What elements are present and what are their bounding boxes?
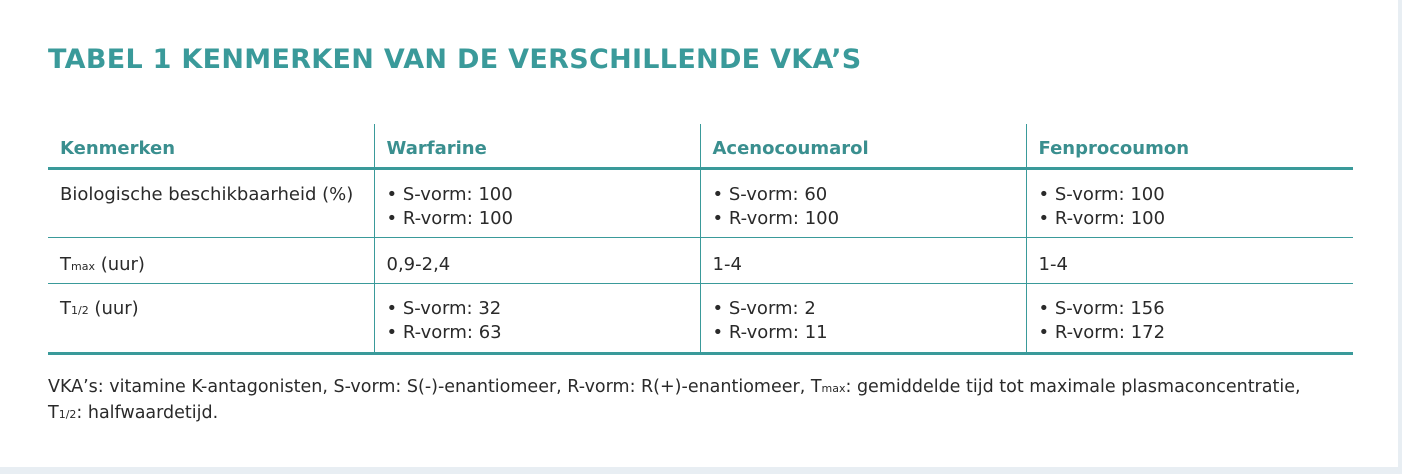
cell-text: • R-vorm: 100: [386, 207, 514, 229]
cell-fenprocoumon: [1026, 237, 1353, 283]
cell-fenprocoumon: [1026, 168, 1353, 237]
cell-text: • S-vorm: 100: [386, 183, 513, 205]
cell-text: • R-vorm: 11: [712, 321, 828, 343]
header-acenocoumarol: Acenocoumarol: [700, 124, 1026, 168]
cell-text: • R-vorm: 100: [1038, 207, 1166, 229]
cell-text: Biologische beschikbaarheid (%): [60, 183, 354, 205]
cell-acenocoumarol: [700, 283, 1026, 353]
cell-text: 1-4: [712, 253, 742, 275]
table-row: [48, 168, 1353, 237]
row-label-thalf: [48, 283, 374, 353]
cell-text: • S-vorm: 2: [712, 297, 816, 319]
cell-text: • R-vorm: 172: [1038, 321, 1166, 343]
cell-text: [60, 297, 362, 323]
table-footnote: [48, 375, 1368, 427]
header-kenmerken: Kenmerken: [48, 124, 374, 168]
table-header-row: [48, 124, 1353, 168]
cell-warfarine: [374, 168, 700, 237]
label-main: T: [60, 253, 71, 275]
footnote-text: : gemiddelde tijd tot maximale plasmaconcentratie,: [845, 377, 1301, 397]
cell-acenocoumarol: [700, 237, 1026, 283]
cell-text: • S-vorm: 156: [1038, 297, 1165, 319]
label-subscript: max: [71, 259, 95, 273]
cell-warfarine: [374, 237, 700, 283]
header-warfarine: Warfarine: [374, 124, 700, 168]
cell-fenprocoumon: [1026, 283, 1353, 353]
cell-text: • S-vorm: 32: [386, 297, 502, 319]
label-rest: (uur): [94, 253, 145, 275]
label-rest: (uur): [88, 297, 139, 319]
cell-text: • R-vorm: 100: [712, 207, 840, 229]
cell-text: 1-4: [1038, 253, 1068, 275]
table-row: [48, 237, 1353, 283]
cell-text: • S-vorm: 60: [712, 183, 828, 205]
footnote-text: T: [48, 403, 59, 423]
cell-text: 0,9-2,4: [386, 253, 451, 275]
cell-acenocoumarol: [700, 168, 1026, 237]
row-label-tmax: [48, 237, 374, 283]
footnote-text: : halfwaardetijd.: [76, 403, 219, 423]
footnote-subscript: 1/2: [58, 408, 77, 421]
cell-text: • S-vorm: 100: [1038, 183, 1165, 205]
footnote-subscript: max: [821, 382, 846, 395]
footnote-text: VKA’s: vitamine K-antagonisten, S-vorm: S(-)-enantiomeer, R-vorm: R(+)-enantiomeer, T: [48, 377, 822, 397]
cell-warfarine: [374, 283, 700, 353]
cell-text: • R-vorm: 63: [386, 321, 502, 343]
vka-table: [48, 124, 1353, 355]
header-fenprocoumon: Fenprocoumon: [1026, 124, 1353, 168]
label-subscript: 1/2: [71, 303, 89, 317]
row-label-biologische-beschikbaarheid: [48, 168, 374, 237]
table-row: [48, 283, 1353, 353]
label-main: T: [60, 297, 71, 319]
table-title: TABEL 1 KENMERKEN VAN DE VERSCHILLENDE VKA’S: [48, 44, 862, 75]
cell-text: [60, 253, 362, 279]
